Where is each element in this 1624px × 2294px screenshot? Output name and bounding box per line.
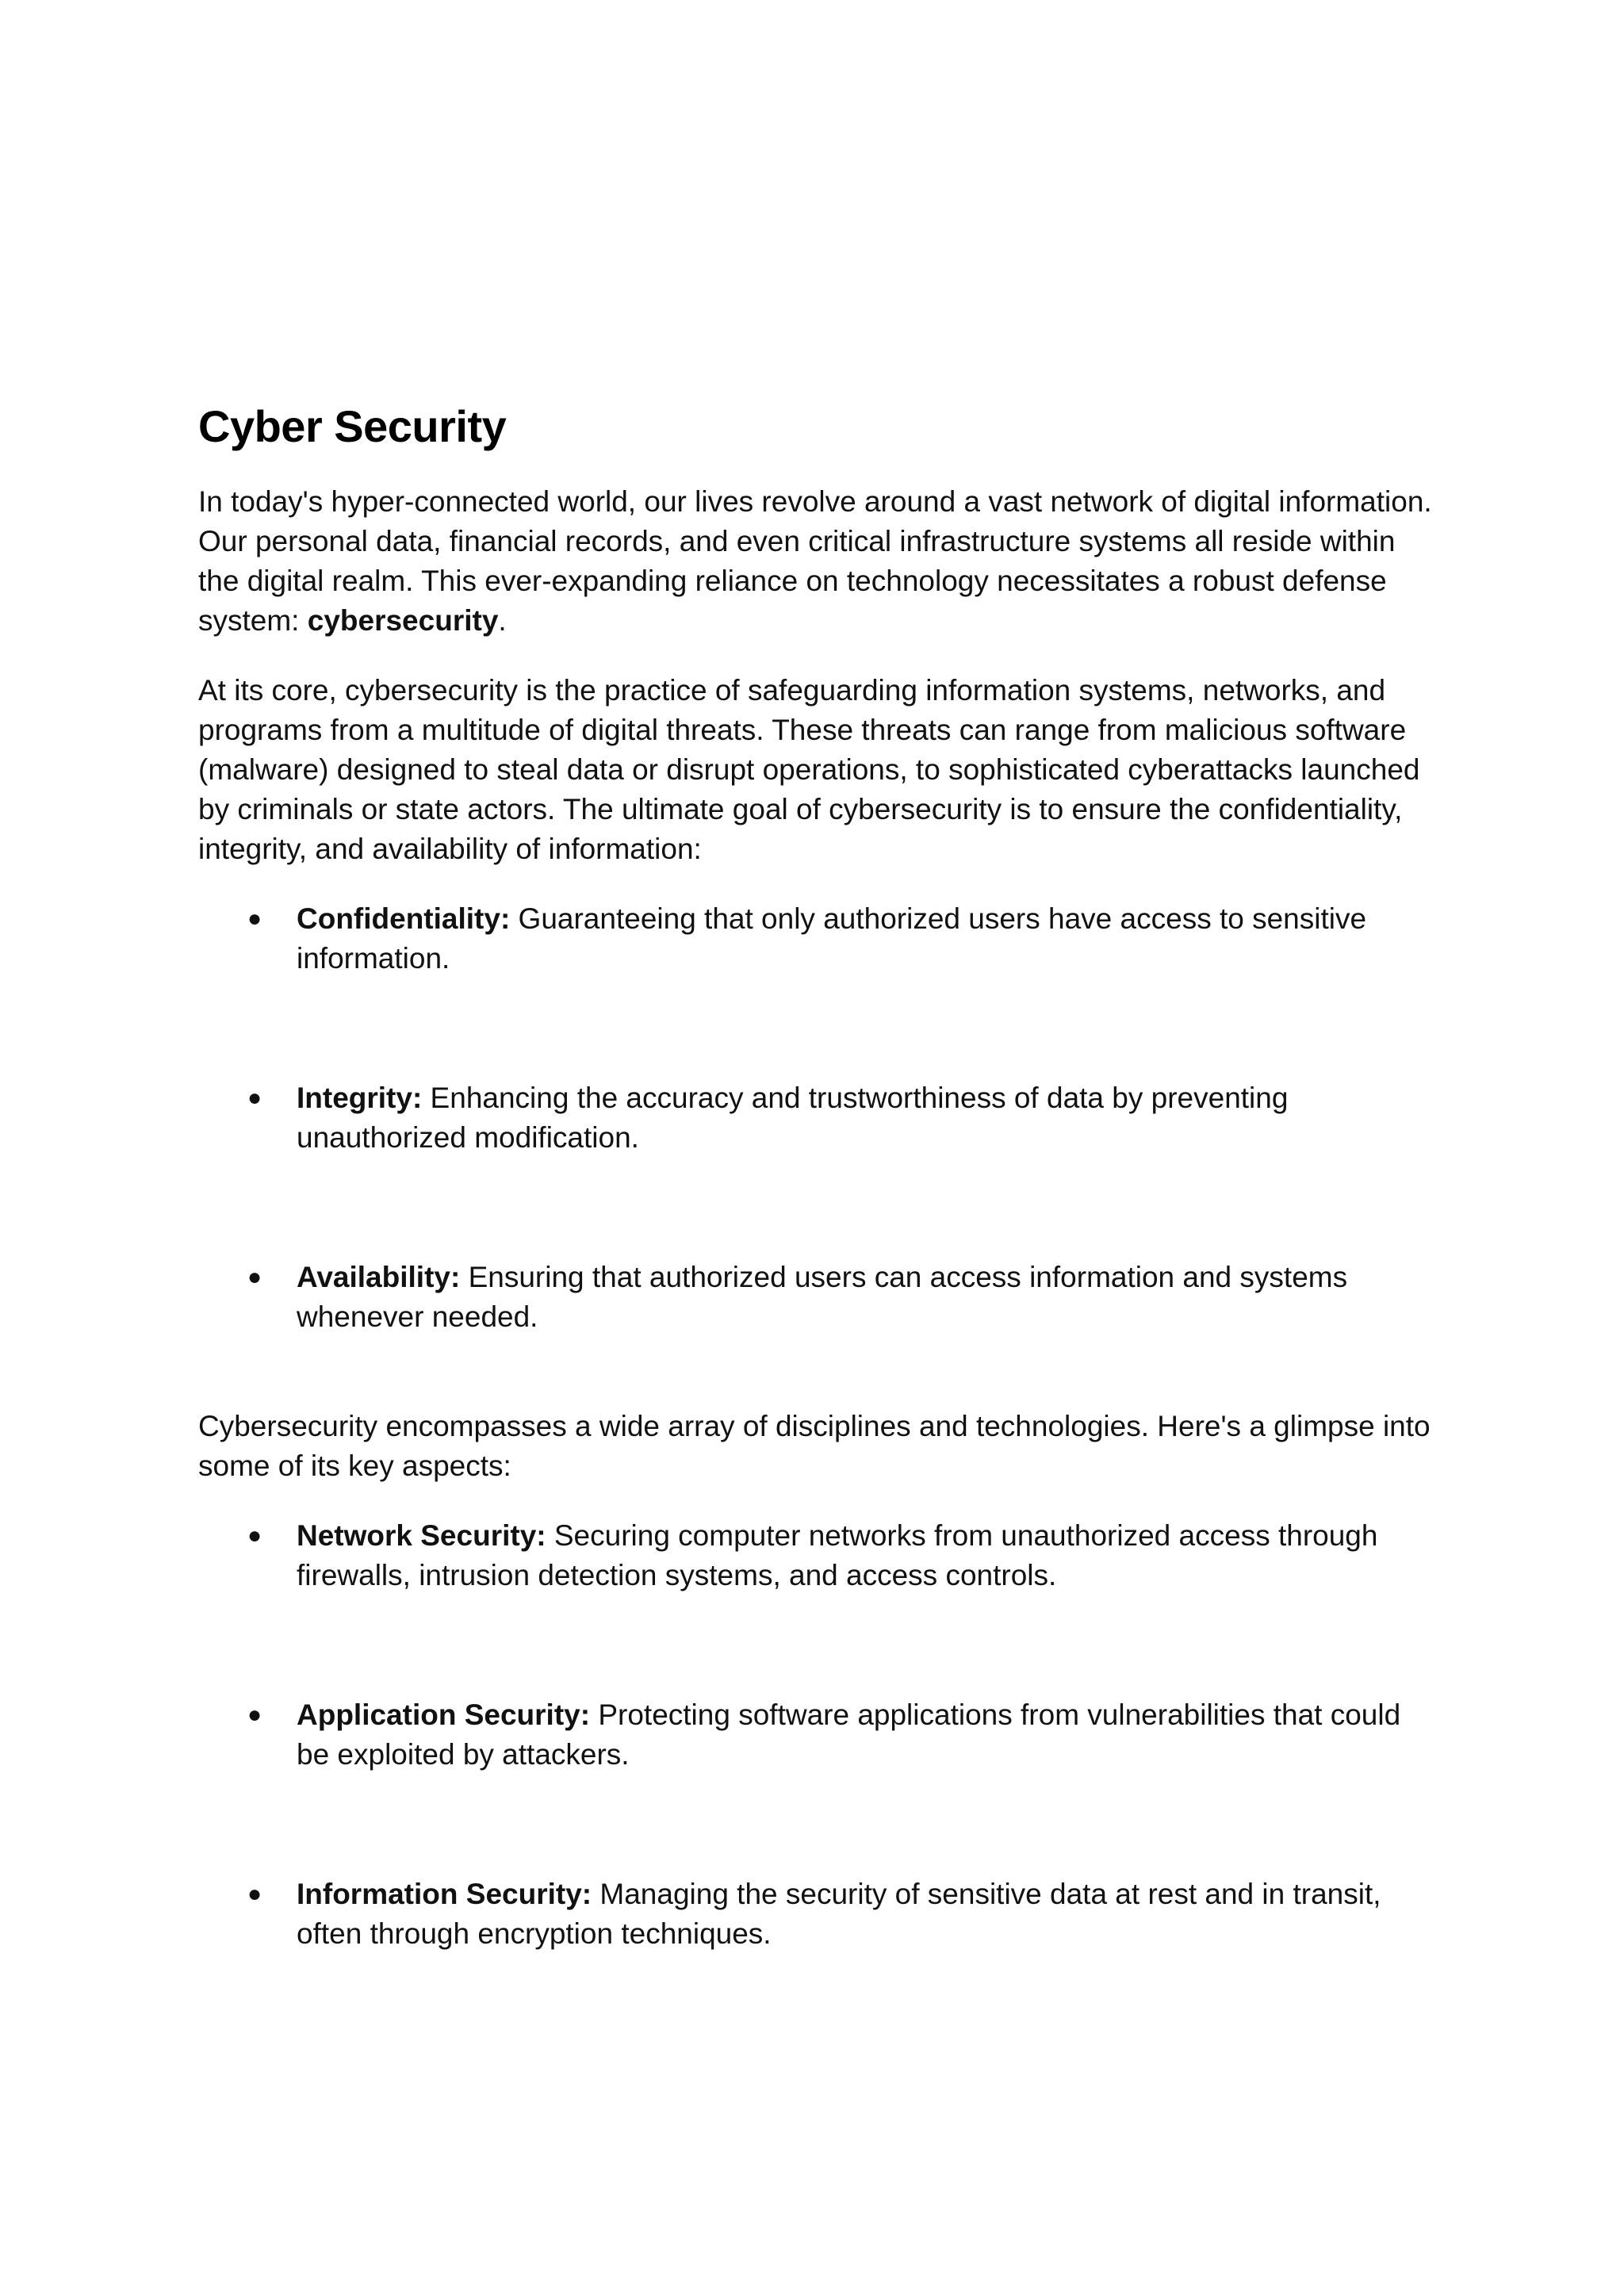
document-page xyxy=(198,395,1435,1954)
bullet-icon: ● xyxy=(247,906,262,932)
list-item xyxy=(198,1695,1435,1775)
list-item-text: Protecting software applications from vulnerabilities that could be exploited by attackers. xyxy=(297,1698,1401,1771)
aspects-intro-paragraph: Cybersecurity encompasses a wide array of disciplines and technologies. Here's a glimpse into some of its key aspects: xyxy=(198,1410,1431,1482)
list-item-term: Integrity: xyxy=(297,1082,423,1114)
bullet-icon: ● xyxy=(247,1881,262,1907)
list-item-term: Information Security: xyxy=(297,1878,592,1910)
intro-bold-term: cybersecurity xyxy=(307,604,499,637)
list-item-text: Guaranteeing that only authorized users have access to sensitive information. xyxy=(297,902,1367,975)
list-item xyxy=(198,1078,1435,1158)
intro-end: . xyxy=(498,604,507,637)
list-item-term: Availability: xyxy=(297,1261,461,1293)
bullet-icon: ● xyxy=(247,1085,262,1111)
cia-list xyxy=(198,899,1435,1337)
list-item xyxy=(198,1516,1435,1595)
list-item-text: Managing the security of sensitive data at rest and in transit, often through encryption techniques. xyxy=(297,1878,1381,1950)
list-item xyxy=(198,1258,1435,1337)
bullet-icon: ● xyxy=(247,1702,262,1728)
bullet-icon: ● xyxy=(247,1264,262,1290)
list-item-text: Securing computer networks from unauthorized access through firewalls, intrusion detection systems, and access controls. xyxy=(297,1519,1378,1591)
list-item xyxy=(198,899,1435,978)
list-item-term: Application Security: xyxy=(297,1698,591,1731)
intro-paragraph xyxy=(198,482,1435,641)
intro-text: In today's hyper-connected world, our lives revolve around a vast network of digital information. Our personal data, financial records, and even critical infrastructure systems all reside within the digital realm. This ever-expanding reliance on technology necessitates a robust defense system: xyxy=(198,485,1432,637)
list-item-term: Network Security: xyxy=(297,1519,546,1552)
list-item-text: Ensuring that authorized users can access information and systems whenever needed. xyxy=(297,1261,1348,1333)
core-paragraph: At its core, cybersecurity is the practice of safeguarding information systems, networks, and programs from a multitude of digital threats. These threats can range from malicious software (malware) designed to steal data or disrupt operations, to sophisticated cyberattacks launched by criminals or state actors. The ultimate goal of cybersecurity is to ensure the confidentiality, integrity, and availability of information: xyxy=(198,674,1420,865)
aspects-list xyxy=(198,1516,1435,1954)
list-item xyxy=(198,1875,1435,1954)
page-title: Cyber Security xyxy=(198,401,507,451)
bullet-icon: ● xyxy=(247,1522,262,1549)
list-item-term: Confidentiality: xyxy=(297,902,511,935)
list-item-text: Enhancing the accuracy and trustworthiness of data by preventing unauthorized modification. xyxy=(297,1082,1289,1154)
